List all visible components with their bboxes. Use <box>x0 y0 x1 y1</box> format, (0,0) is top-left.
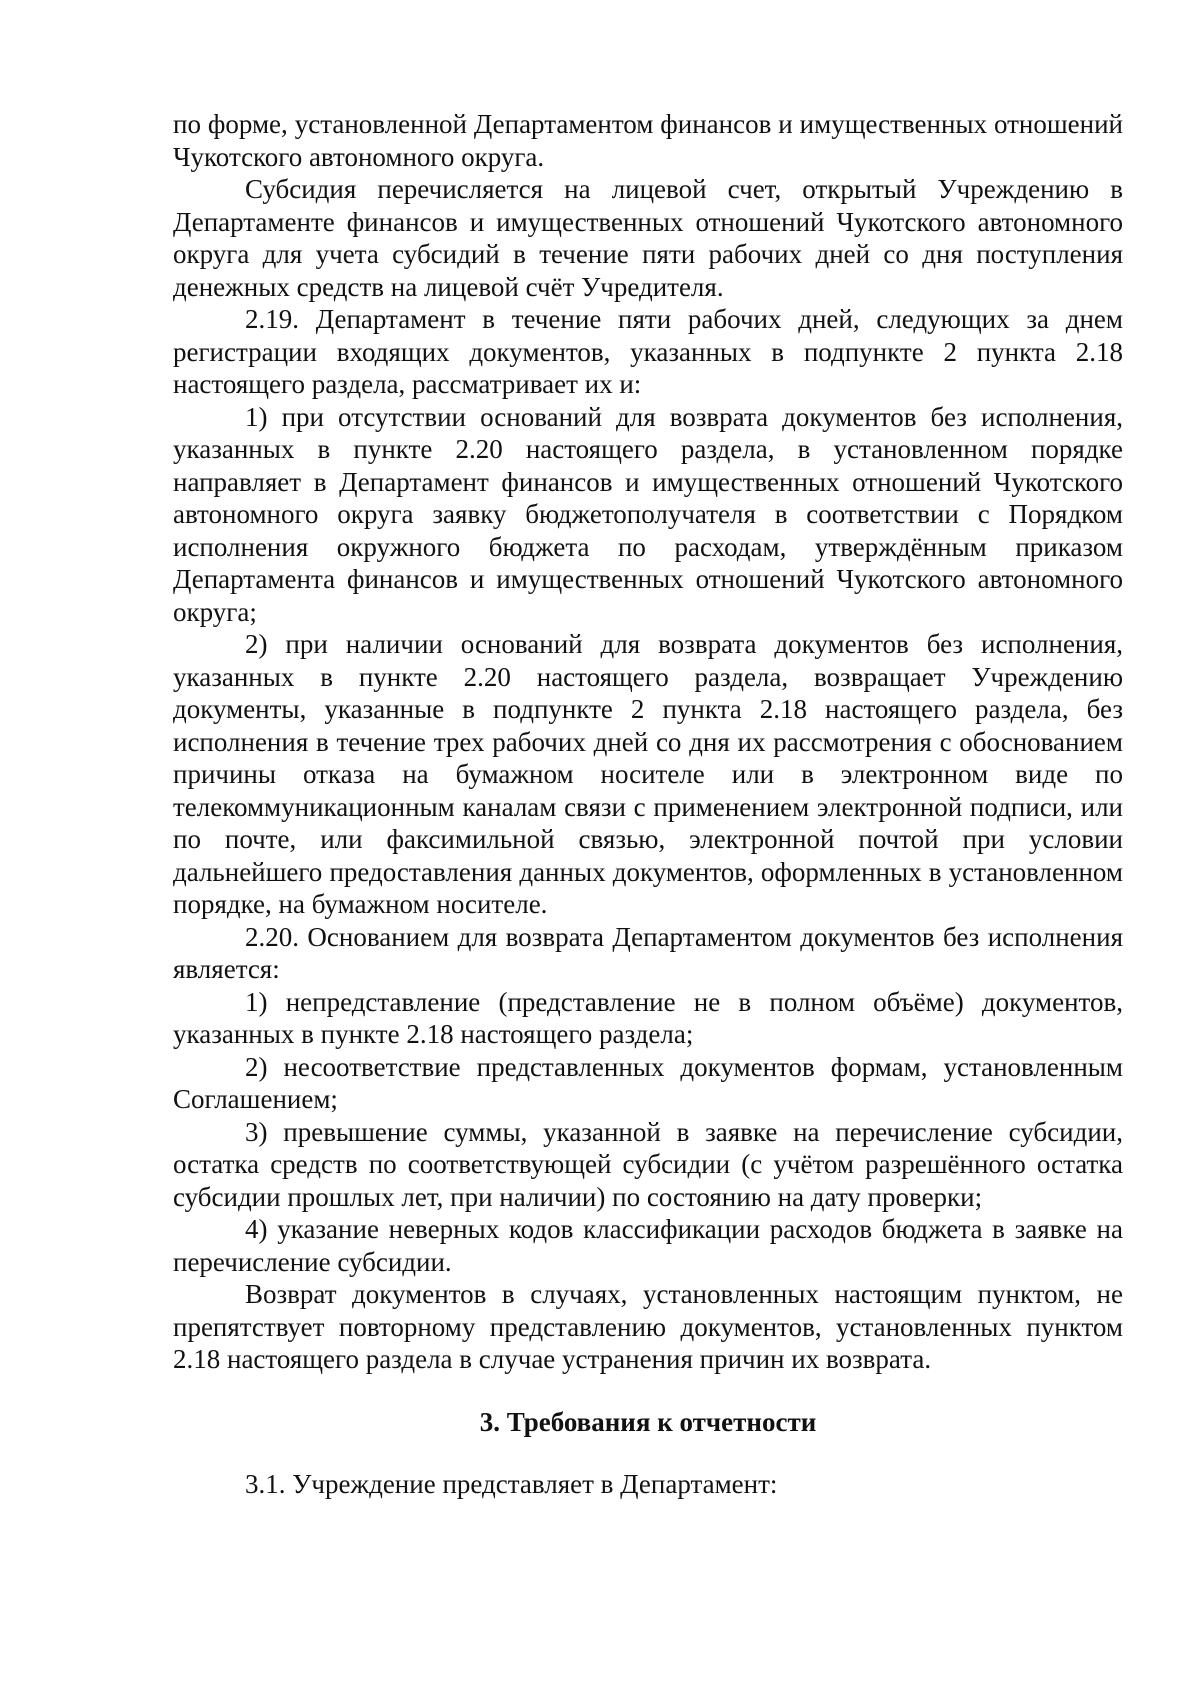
paragraph: 2.20. Основанием для возврата Департаментом документов без исполнения является: <box>173 921 1123 984</box>
paragraph: 1) при отсутствии оснований для возврата документов без исполнения, указанных в пункте 2.20 настоящего раздела, в установленном порядке направляет в Департамент финансов и имущественных отношений Чукотского автономного округа заявку бюджетополучателя в соответствии с Порядком исполнения окружного бюджета по расходам, утверждённым приказом Департамента финансов и имущественных отношений Чукотского автономного округа; <box>173 401 1123 627</box>
section-heading: 3. Требования к отчетности <box>479 1406 817 1437</box>
paragraph: 4) указание неверных кодов классификации расходов бюджета в заявке на перечисление субсидии. <box>173 1214 1123 1277</box>
paragraph: Субсидия перечисляется на лицевой счет, открытый Учреждению в Департаменте финансов и имущественных отношений Чукотского автономного округа для учета субсидий в течение пяти рабочих дней со дня поступления денежных средств на лицевой счёт Учредителя. <box>173 174 1123 302</box>
paragraph: 2) при наличии оснований для возврата документов без исполнения, указанных в пункте 2.20 настоящего раздела, возвращает Учреждению документы, указанные в подпункте 2 пункта 2.18 настоящего раздела, без исполнения в течение трех рабочих дней со дня их рассмотрения с обоснованием причины отказа на бумажном носителе или в электронном виде по телекоммуникационным каналам связи с применением электронной подписи, или по почте, или факсимильной связью, электронной почтой при условии дальнейшего предоставления данных документов, оформленных в установленном порядке, на бумажном носителе. <box>173 629 1123 919</box>
document-page <box>173 108 1123 1501</box>
paragraph: 1) непредставление (представление не в полном объёме) документов, указанных в пункте 2.18 настоящего раздела; <box>173 986 1123 1049</box>
paragraph: 3.1. Учреждение представляет в Департамент: <box>245 1469 778 1499</box>
paragraph: Возврат документов в случаях, установленных настоящим пунктом, не препятствует повторному представлению документов, установленных пунктом 2.18 настоящего раздела в случае устранения причин их возврата. <box>173 1279 1123 1374</box>
paragraph: 2) несоответствие представленных документов формам, установленным Соглашением; <box>173 1051 1123 1114</box>
paragraph: 2.19. Департамент в течение пяти рабочих дней, следующих за днем регистрации входящих документов, указанных в подпункте 2 пункта 2.18 настоящего раздела, рассматривает их и: <box>173 304 1123 399</box>
paragraph: по форме, установленной Департаментом финансов и имущественных отношений Чукотского автономного округа. <box>173 109 1123 172</box>
paragraph: 3) превышение суммы, указанной в заявке на перечисление субсидии, остатка средств по соответствующей субсидии (с учётом разрешённого остатка субсидии прошлых лет, при наличии) по состоянию на дату проверки; <box>173 1116 1123 1212</box>
